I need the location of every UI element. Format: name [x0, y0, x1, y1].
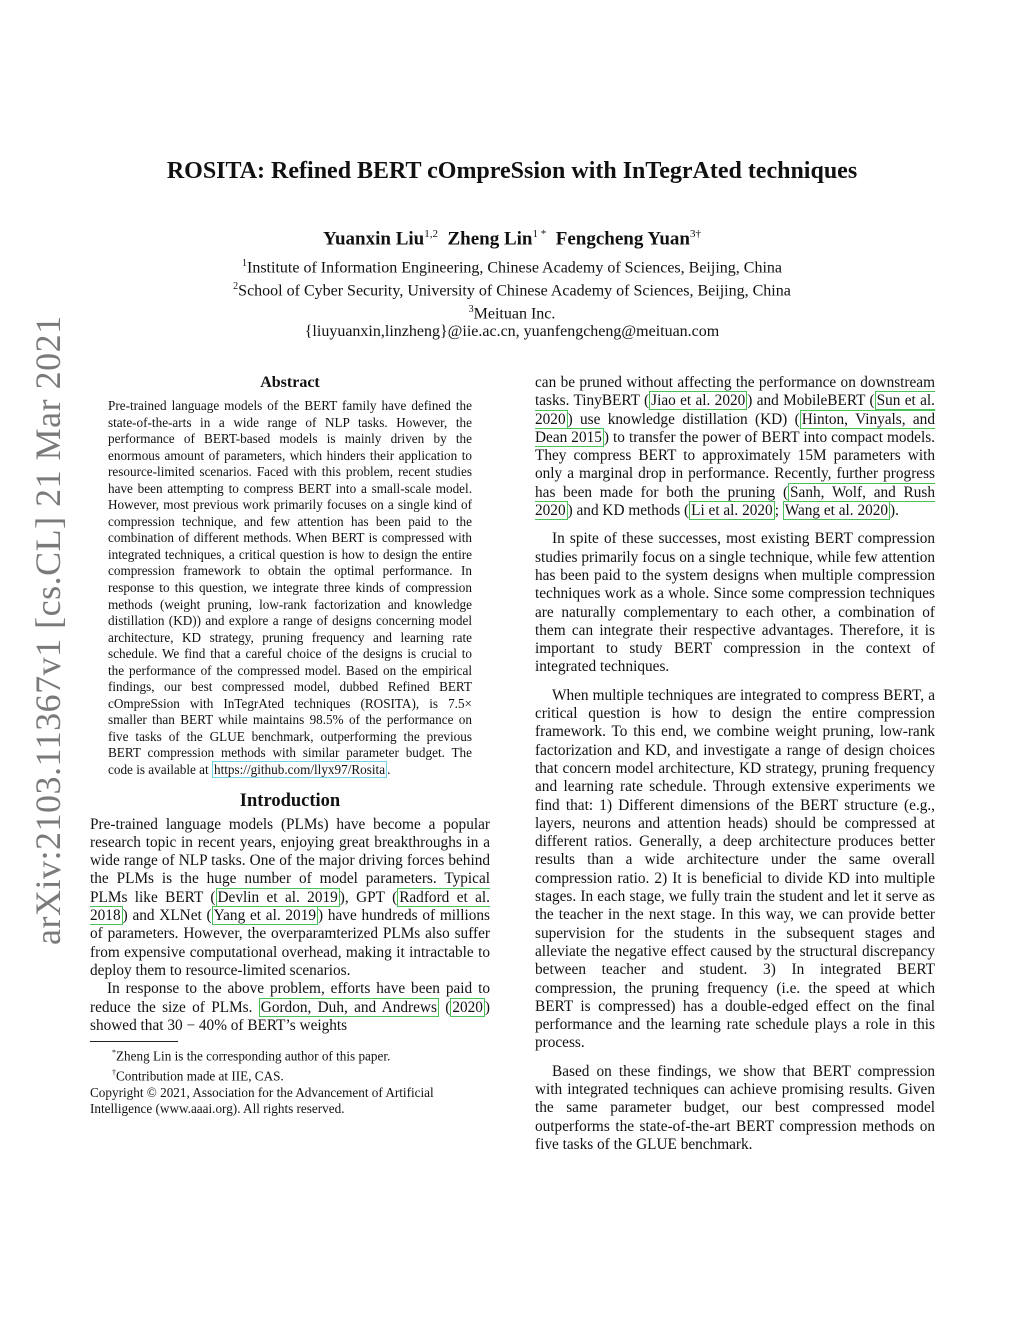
text-run: ), GPT (: [339, 888, 398, 906]
footnote-2: [90, 1065, 490, 1085]
author-name: Fengcheng Yuan: [555, 228, 690, 250]
author-affiliation-mark: 3†: [690, 228, 701, 240]
paper-title: ROSITA: Refined BERT cOmpreSsion with InTegrAted techniques: [166, 158, 858, 184]
text-run: ).: [890, 502, 899, 520]
text-run: ) showed that 30 − 40% of BERT’s weights: [90, 998, 491, 1034]
text-run: ) and XLNet (: [122, 907, 212, 925]
text-run: ) to transfer the power of BERT into compact models. They compress BERT to approximately 15M parameters with only a marginal drop in performance. Recently, further progress has been made for both the pruning (: [535, 428, 935, 501]
footnote-mark: †: [112, 1068, 116, 1078]
intro-paragraph-4: In spite of these successes, most existing BERT compression studies primarily focus on a single technique, while few attention has been paid to the system designs when multiple compression techniques work as a whole. Since some compression techniques are naturally complementary to each other, a combination of them can integrate their respective advantages. Therefore, it is important to study BERT compression in the context of integrated techniques.: [535, 530, 935, 676]
affiliation-line: [0, 255, 1024, 278]
author-affiliation-mark: 1 *: [532, 228, 547, 240]
author-emails: {liuyuanxin,linzheng}@iie.ac.cn, yuanfengcheng@meituan.com: [304, 323, 720, 341]
text-run: In response to the above problem, efforts have been paid to reduce the size of PLMs.: [90, 980, 490, 1016]
author-name: Zheng Lin: [447, 228, 533, 250]
abstract-heading: Abstract: [260, 374, 320, 391]
footnote-1: [90, 1045, 490, 1065]
intro-paragraph-6: Based on these findings, we show that BERT compression with integrated techniques can achieve promising results. Given the same parameter budget, our best compressed model outperforms the state-of-the-art BERT compression methods on five tasks of the GLUE benchmark.: [535, 1062, 935, 1153]
affiliation-text: Institute of Information Engineering, Chinese Academy of Sciences, Beijing, China: [247, 259, 782, 277]
citation-link[interactable]: Devlin et al. 2019: [217, 888, 338, 906]
citation-link[interactable]: Sanh, Wolf, and Rush 2020: [535, 483, 936, 520]
intro-paragraph-5: When multiple techniques are integrated to compress BERT, a critical question is how to design the entire compression framework. To this end, we combine weight pruning, low-rank factorization and KD, and investigate a range of design choices that concern model architecture, KD strategy, pruning frequency and learning rate schedule. Through extensive experiments we find that: 1) Different dimensions of the BERT structure (e.g., layers, neurons and attention heads) should be compressed at different ratios. Generally, a deep architecture produces better results than a wide architecture under the same overall compression ratio. 2) It is beneficial to divide KD into multiple stages. In each stage, we fully train the student and let it serve as the teacher in the next stage. In this way, we can provide better supervision for the students in the subsequent stages and alleviate the negative effect caused by the structural discrepancy between teacher and student. 3) In integrated BERT compression, the pruning frequency (i.e. the speed at which BERT is compressed) has a double-edged effect on the final performance and the learning rate schedule plays a role in this process.: [535, 686, 935, 1052]
footnote-text: Zheng Lin is the corresponding author of this paper.: [116, 1048, 391, 1064]
text-run: can be pruned without affecting the performance on downstream tasks. TinyBERT (: [535, 374, 935, 410]
citation-link[interactable]: Gordon, Duh, and Andrews: [260, 998, 437, 1016]
intro-paragraph-2: [90, 980, 490, 1035]
citation-link[interactable]: Yang et al. 2019: [213, 907, 316, 925]
text-run: Pre-trained language models (PLMs) have become a popular research topic in recent years, enjoying great breakthroughs in a wide range of NLP tasks. One of the major driving forces behind the PLMs is the huge number of model parameters. Typical PLMs like BERT (: [90, 815, 490, 906]
left-column: [90, 374, 490, 1118]
text-run: ) have hundreds of millions of parameters. However, the overparamterized PLMs also suffer from expensive computational overhead, making it intractable to deploy them to resource-limited scenarios.: [90, 907, 490, 979]
affiliation-mark: 2: [233, 280, 239, 292]
abstract-end: .: [387, 762, 391, 778]
copyright-notice: Copyright © 2021, Association for the Advancement of Artificial Intelligence (www.aaai.org). All rights reserved.: [90, 1084, 434, 1117]
citation-link[interactable]: Wang et al. 2020: [784, 502, 889, 520]
citation-link[interactable]: Radford et al. 2018: [90, 888, 490, 925]
author-name: Yuanxin Liu: [322, 228, 425, 250]
affiliation-line: [0, 301, 1024, 324]
right-column: [535, 374, 935, 1154]
text-run: ;: [774, 502, 783, 520]
citation-link[interactable]: 2020: [452, 998, 483, 1016]
author-affiliation-mark: 1,2: [424, 228, 438, 240]
arxiv-identifier: arXiv:2103.11367v1 [cs.CL] 21 Mar 2021: [28, 315, 68, 945]
code-link[interactable]: https://github.com/llyx97/Rosita: [214, 762, 386, 778]
affiliation-block: [0, 255, 1024, 342]
affiliation-mark: 3: [468, 303, 474, 315]
text-run: (: [438, 998, 451, 1016]
text-run: ) use knowledge distillation (KD) (: [567, 410, 800, 428]
affiliation-mark: 1: [242, 258, 247, 269]
affiliation-text: Meituan Inc.: [473, 304, 556, 322]
affiliation-text: School of Cyber Security, University of Chinese Academy of Sciences, Beijing, China: [238, 282, 791, 300]
text-run: ) and KD methods (: [567, 502, 690, 520]
citation-link[interactable]: Hinton, Vinyals, and Dean 2015: [535, 410, 935, 446]
affiliation-line: [0, 278, 1024, 301]
intro-paragraph-3: [535, 374, 935, 520]
footnote-text: Contribution made at IIE, CAS.: [116, 1068, 284, 1084]
citation-link[interactable]: Jiao et al. 2020: [651, 392, 746, 410]
citation-link[interactable]: Sun et al. 2020: [535, 392, 935, 428]
abstract-body: Pre-trained language models of the BERT family have defined the state-of-the-arts in a wide range of NLP tasks. However, the performance of BERT-based models is mainly driven by the enormous amount of parameters, which hinders their application to resource-limited scenarios. Faced with this problem, recent studies have been attempting to compress BERT into a small-scale model. However, most previous work primarily focuses on a single kind of compression technique, and few attention has been paid to the combination of different methods. When BERT is compressed with integrated techniques, a critical question is how to design the entire compression framework to obtain the optimal performance. In response to this question, we integrate three kinds of compression methods (weight pruning, low-rank factorization and knowledge distillation (KD)) and explore a range of designs concerning model architecture, KD strategy, pruning frequency and learning rate schedule. We find that a careful choice of the designs is crucial to the performance of the compressed model. Based on the empirical findings, our best compressed model, dubbed Refined BERT cOmpreSsion with InTegrAted techniques (ROSITA), is 7.5× smaller than BERT while maintains 98.5% of the performance on five tasks of the GLUE benchmark, outperforming the previous BERT compression methods with similar parameter budget. The code is available at: [108, 398, 472, 778]
footnote-mark: *: [112, 1048, 116, 1058]
author-list: [0, 228, 1024, 250]
text-run: ) and MobileBERT (: [747, 392, 875, 410]
introduction-heading: Introduction: [239, 790, 341, 811]
abstract-text: [108, 398, 472, 779]
intro-paragraph-1: [90, 816, 490, 981]
citation-link[interactable]: Li et al. 2020: [691, 502, 773, 520]
footnote-divider: [90, 1041, 178, 1042]
